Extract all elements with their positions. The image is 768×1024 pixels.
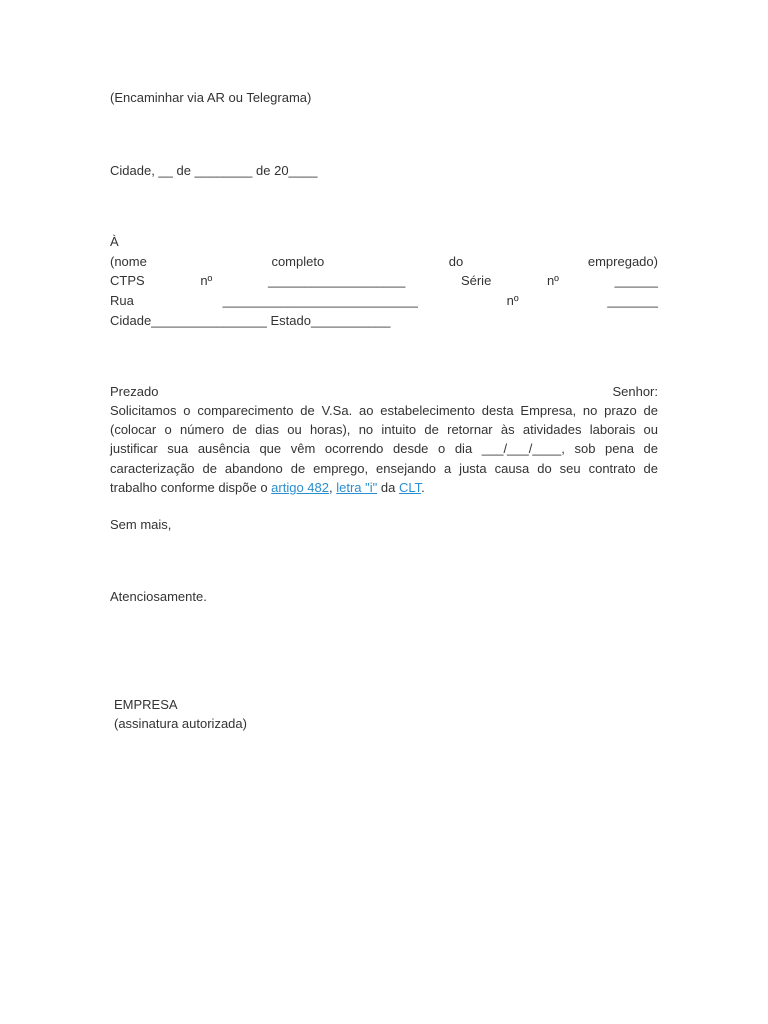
ctps-word: Série xyxy=(460,273,492,288)
ctps-word: nº xyxy=(546,273,559,288)
body-text: trabalho conforme dispõe o xyxy=(110,479,272,495)
date-line: Cidade, __ de ________ de 20____ xyxy=(110,163,318,178)
ctps-blank: ______ xyxy=(614,273,658,288)
ctps-line xyxy=(110,271,658,290)
signature-company: EMPRESA xyxy=(114,697,178,712)
artigo-482-link[interactable]: artigo 482 xyxy=(271,479,329,495)
name-word: (nome xyxy=(110,254,147,269)
signature-note: (assinatura autorizada) xyxy=(114,716,247,731)
body-text: , xyxy=(328,479,337,495)
delivery-instruction: (Encaminhar via AR ou Telegrama) xyxy=(110,90,312,105)
greeting-line xyxy=(110,382,658,401)
street-blank: ___________________________ xyxy=(222,293,418,308)
letra-i-link[interactable]: letra "i" xyxy=(336,479,378,495)
greeting-word: Prezado xyxy=(110,384,159,399)
street-line xyxy=(110,291,658,310)
recipient-prefix: À xyxy=(110,234,119,249)
closing-atenciosamente: Atenciosamente. xyxy=(110,589,207,604)
body-row-last xyxy=(110,478,658,497)
recipient-name-line xyxy=(110,252,658,271)
body-row: Solicitamos o comparecimento de V.Sa. ao estabelecimento desta Empresa, no prazo de xyxy=(110,403,658,418)
city-state-line: Cidade________________ Estado___________ xyxy=(110,313,391,328)
name-word: do xyxy=(448,254,464,269)
greeting-word: Senhor: xyxy=(612,384,658,399)
name-word: completo xyxy=(271,254,325,269)
clt-link[interactable]: CLT xyxy=(398,479,422,495)
street-blank: _______ xyxy=(607,293,658,308)
body-row: justificar sua ausência que vêm ocorrendo desde o dia ___/___/____, sob pena de xyxy=(110,441,658,457)
street-word: Rua xyxy=(110,293,134,308)
closing-sem-mais: Sem mais, xyxy=(110,517,172,532)
body-text: . xyxy=(421,479,425,495)
body-row: caracterização de abandono de emprego, ensejando a justa causa do seu contrato de xyxy=(110,460,658,476)
ctps-word: nº xyxy=(200,273,213,288)
body-row: (colocar o número de dias ou horas), no intuito de retornar às atividades laborais ou xyxy=(110,422,658,438)
body-text: da xyxy=(377,479,399,495)
name-word: empregado) xyxy=(587,254,658,269)
ctps-word: CTPS xyxy=(110,273,145,288)
ctps-blank: ___________________ xyxy=(267,273,406,288)
body-paragraph xyxy=(110,401,658,497)
street-word: nº xyxy=(506,293,519,308)
